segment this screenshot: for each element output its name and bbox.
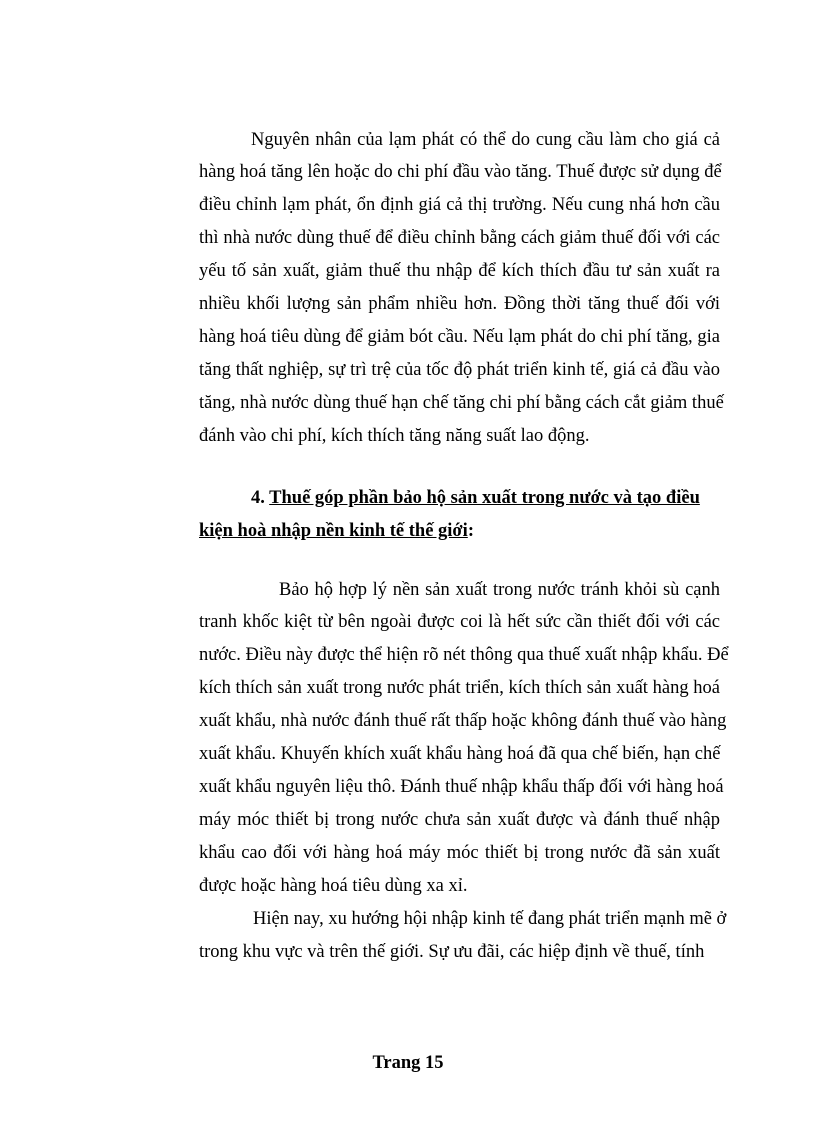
paragraph-line: trong khu vực và trên thế giới. Sự ưu đãi, các hiệp định về thuế, tính bbox=[199, 942, 705, 962]
paragraph-line: tăng thất nghiệp, sự trì trệ của tốc độ phát triển kinh tế, giá cả đầu vào bbox=[199, 360, 720, 380]
page-number: Trang 15 bbox=[372, 1053, 444, 1073]
paragraph-line: thì nhà nước dùng thuế để điều chỉnh bằng cách giảm thuế đối với các bbox=[199, 228, 720, 248]
paragraph-line: máy móc thiết bị trong nước chưa sản xuất được và đánh thuế nhập bbox=[199, 810, 720, 830]
paragraph-line: xuất khẩu nguyên liệu thô. Đánh thuế nhập khẩu thấp đối với hàng hoá bbox=[199, 777, 724, 797]
paragraph-line: xuất khẩu. Khuyến khích xuất khẩu hàng hoá đã qua chế biến, hạn chế bbox=[199, 744, 721, 764]
paragraph-line: tăng, nhà nước dùng thuế hạn chế tăng chi phí bằng cách cắt giảm thuế bbox=[199, 393, 724, 413]
section-heading-line-2 bbox=[199, 519, 474, 543]
paragraph-line: tranh khốc kiệt từ bên ngoài được coi là hết sức cần thiết đối với các bbox=[199, 612, 720, 632]
section-title-colon: : bbox=[467, 521, 474, 541]
section-title-part-2: kiện hoà nhập nền kinh tế thế giới bbox=[199, 521, 468, 541]
paragraph-line: điều chỉnh lạm phát, ổn định giá cả thị trường. Nếu cung nhá hơn cầu bbox=[199, 195, 720, 215]
paragraph-line: kích thích sản xuất trong nước phát triển, kích thích sản xuất hàng hoá bbox=[199, 678, 720, 698]
section-title-part-1: Thuế góp phần bảo hộ sản xuất trong nước và tạo điều bbox=[269, 488, 700, 508]
paragraph-line: hàng hoá tiêu dùng để giảm bót cầu. Nếu lạm phát do chi phí tăng, gia bbox=[199, 327, 720, 347]
paragraph-line: yếu tố sản xuất, giảm thuế thu nhập để kích thích đầu tư sản xuất ra bbox=[199, 261, 720, 281]
paragraph-line: Hiện nay, xu hướng hội nhập kinh tế đang phát triển mạnh mẽ ở bbox=[253, 909, 727, 929]
paragraph-line: khẩu cao đối với hàng hoá máy móc thiết bị trong nước đã sản xuất bbox=[199, 843, 720, 863]
paragraph-line: hàng hoá tăng lên hoặc do chi phí đầu vào tăng. Thuế được sử dụng để bbox=[199, 162, 722, 182]
paragraph-line: được hoặc hàng hoá tiêu dùng xa xỉ. bbox=[199, 876, 468, 896]
paragraph-line: nhiều khối lượng sản phẩm nhiều hơn. Đồng thời tăng thuế đối với bbox=[199, 294, 720, 314]
paragraph-line: đánh vào chi phí, kích thích tăng năng suất lao động. bbox=[199, 426, 590, 446]
paragraph-line: Bảo hộ hợp lý nền sản xuất trong nước tránh khỏi sù cạnh bbox=[279, 580, 720, 600]
paragraph-line: nước. Điều này được thể hiện rõ nét thông qua thuế xuất nhập khẩu. Để bbox=[199, 645, 729, 665]
section-number: 4. bbox=[251, 488, 265, 508]
section-heading-line-1 bbox=[251, 486, 700, 510]
paragraph-line: Nguyên nhân của lạm phát có thể do cung cầu làm cho giá cả bbox=[251, 130, 720, 150]
paragraph-line: xuất khẩu, nhà nước đánh thuế rất thấp hoặc không đánh thuế vào hàng bbox=[199, 711, 727, 731]
